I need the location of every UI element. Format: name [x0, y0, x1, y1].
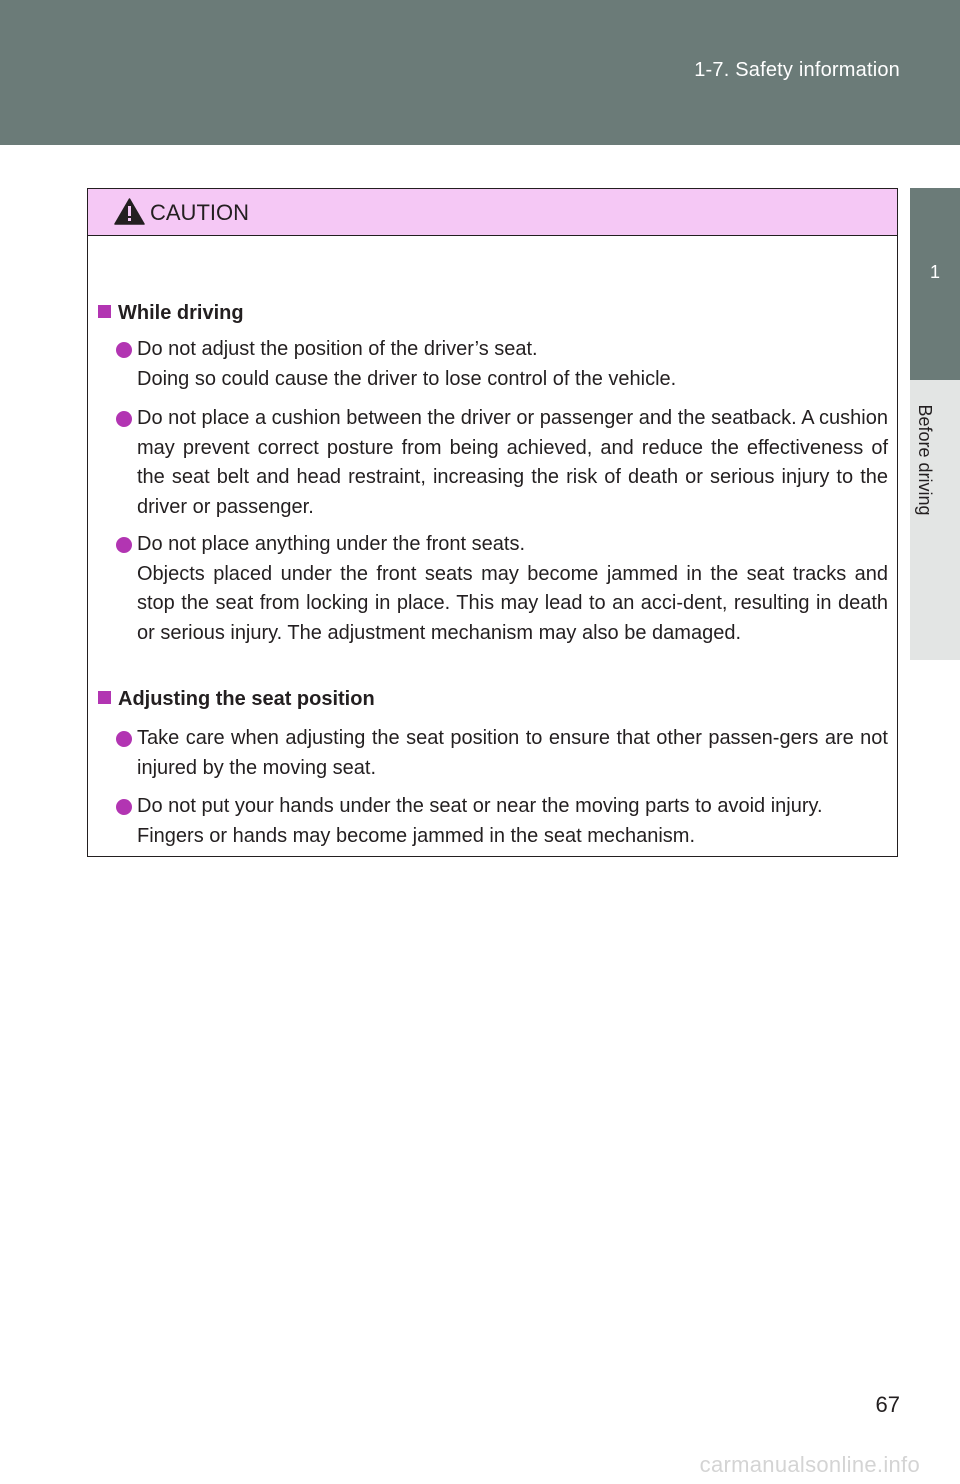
watermark: carmanualsonline.info — [699, 1452, 920, 1477]
page-number: 67 — [875, 1392, 900, 1417]
list-item: Do not place a cushion between the driver or passenger and the seatback. A cushion may prevent correct posture from being achieved, and reduce the effectiveness of the seat belt and head restraint, increasing the risk of death or serious injury to the driver or passenger. — [116, 404, 888, 522]
bullet-dot-icon — [116, 799, 132, 815]
square-bullet-icon — [98, 691, 111, 704]
square-bullet-icon — [98, 305, 111, 318]
warning-icon — [114, 198, 145, 225]
chapter-tab — [910, 188, 960, 380]
bullet-dot-icon — [116, 731, 132, 747]
list-item: Do not adjust the position of the driver’s seat. Doing so could cause the driver to lose control of the vehicle. — [116, 335, 888, 394]
caution-box — [87, 188, 898, 857]
list-item: Do not put your hands under the seat or near the moving parts to avoid injury. Fingers or hands may become jammed in the seat mechanism. — [116, 792, 888, 851]
bullet-dot-icon — [116, 342, 132, 358]
chapter-number: 1 — [929, 262, 940, 282]
section-title: 1-7. Safety information — [694, 59, 900, 81]
bullet-dot-icon — [116, 537, 132, 553]
bullet-dot-icon — [116, 411, 132, 427]
list-item: Do not place anything under the front seats. Objects placed under the front seats may become jammed in the seat tracks and stop the seat from locking in place. This may lead to an acci-dent, resulting in death or serious injury. The adjustment mechanism may also be damaged. — [116, 530, 888, 648]
section-heading: While driving — [98, 298, 244, 328]
section-heading: Adjusting the seat position — [98, 684, 375, 714]
caution-header — [88, 189, 897, 236]
list-item: Take care when adjusting the seat position to ensure that other passen-gers are not injured by the moving seat. — [116, 724, 888, 783]
chapter-label: Before driving — [915, 404, 935, 516]
caution-title: CAUTION — [150, 200, 249, 225]
